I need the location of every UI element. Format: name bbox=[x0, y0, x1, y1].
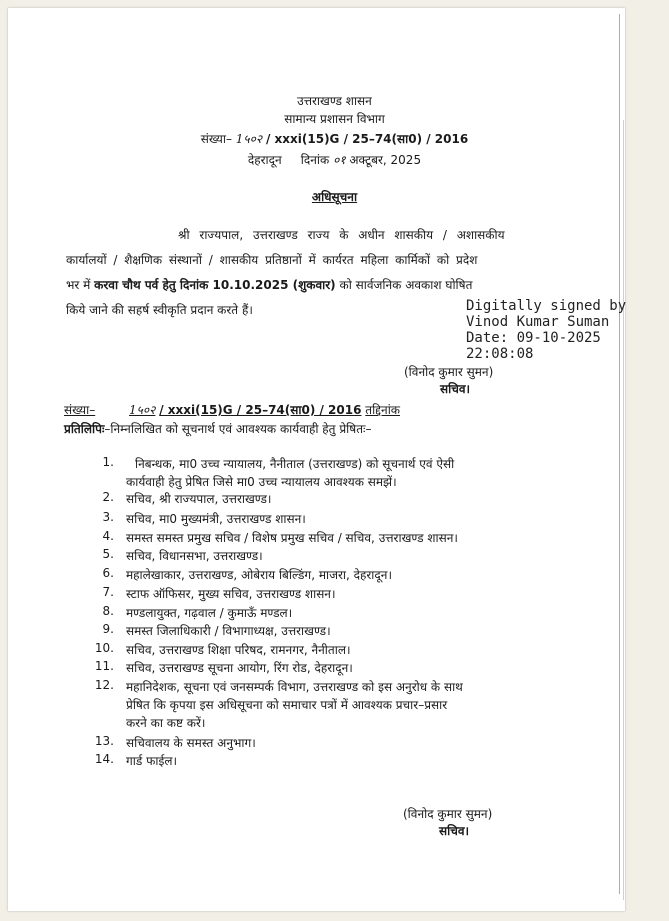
notice-title: अधिसूचना bbox=[311, 190, 358, 204]
date-handwritten: ०१ bbox=[333, 153, 346, 167]
notice-holiday: करवा चौथ पर्व हेतु दिनांक 10.10.2025 (शुकवार) bbox=[94, 278, 336, 292]
list-item: गार्ड फाईल। bbox=[126, 754, 178, 768]
list-item: महालेखाकार, उत्तराखण्ड, ओबेराय बिल्डिंग, माजरा, देहरादून। bbox=[126, 568, 392, 582]
digital-signature-line-4: 22:08:08 bbox=[466, 346, 534, 362]
list-item-number: 8. bbox=[102, 604, 114, 618]
list-item: निबन्धक, मा0 उच्च न्यायालय, नैनीताल (उत्तराखण्ड) को सूचनार्थ एवं ऐसी bbox=[135, 457, 455, 471]
reference-number bbox=[0, 130, 669, 147]
list-item-number: 11. bbox=[94, 659, 114, 673]
place: देहरादून bbox=[247, 153, 282, 167]
list-item: कार्यवाही हेतु प्रेषित जिसे मा0 उच्च न्यायालय आवश्यक समझें। bbox=[126, 475, 397, 489]
ref-suffix: / xxxi(15)G / 25–74(सा0) / 2016 bbox=[265, 132, 469, 146]
signatory-name: (विनोद कुमार सुमन) bbox=[404, 365, 494, 379]
date-suffix: अक्टूबर, 2025 bbox=[349, 153, 422, 167]
list-item-number: 7. bbox=[102, 585, 114, 599]
copy-ref-suffix: / xxxi(15)G / 25–74(सा0) / 2016 bbox=[159, 403, 362, 417]
list-item: मण्डलायुक्त, गढ़वाल / कुमाऊँ मण्डल। bbox=[126, 606, 293, 620]
list-item-number: 9. bbox=[102, 622, 114, 636]
list-item: सचिव, उत्तराखण्ड शिक्षा परिषद, रामनगर, नैनीताल। bbox=[126, 643, 351, 657]
govt-title: उत्तराखण्ड शासन bbox=[297, 94, 372, 108]
list-item: सचिवालय के समस्त अनुभाग। bbox=[126, 736, 256, 750]
signatory-designation: सचिव। bbox=[440, 382, 471, 396]
list-item-number: 5. bbox=[102, 547, 114, 561]
digital-signature-line-2: Vinod Kumar Suman bbox=[466, 314, 610, 330]
page-edge-line bbox=[623, 120, 624, 900]
notice-line-3b: को सार्वजनिक अवकाश घोषित bbox=[339, 278, 473, 292]
notice-line-3a: भर में bbox=[66, 278, 91, 292]
copy-reference bbox=[64, 401, 400, 418]
list-item: करने का कष्ट करें। bbox=[126, 716, 206, 730]
ref-prefix: संख्या– bbox=[200, 132, 232, 146]
list-item-number: 2. bbox=[102, 490, 114, 504]
list-item: प्रेषित कि कृपया इस अधिसूचना को समाचार पत्रों में आवश्यक प्रचार–प्रसार bbox=[126, 698, 448, 712]
ref-handwritten: 1५०२ bbox=[235, 132, 263, 146]
list-item-number: 3. bbox=[102, 510, 114, 524]
notice-line-4: किये जाने की सहर्ष स्वीकृति प्रदान करते हैं। bbox=[66, 303, 253, 317]
list-item-number: 1. bbox=[102, 455, 114, 469]
copy-intro-text: –निम्नलिखित को सूचनार्थ एवं आवश्यक कार्यवाही हेतु प्रेषितः– bbox=[104, 422, 372, 436]
notice-line-2: कार्यालयों / शैक्षणिक संस्थानों / शासकीय प्रतिष्ठानों में कार्यरत महिला कार्मिकों को प्रदेश bbox=[66, 253, 478, 267]
copy-intro bbox=[64, 420, 371, 437]
list-item: महानिदेशक, सूचना एवं जनसम्पर्क विभाग, उत्तराखण्ड को इस अनुरोध के साथ bbox=[126, 680, 463, 694]
list-item: सचिव, उत्तराखण्ड सूचना आयोग, रिंग रोड, देहरादून। bbox=[126, 661, 353, 675]
list-item-number: 4. bbox=[102, 529, 114, 543]
date-prefix: दिनांक bbox=[300, 153, 330, 167]
list-item: स्टाफ ऑफिसर, मुख्य सचिव, उत्तराखण्ड शासन। bbox=[126, 587, 336, 601]
list-item: समस्त समस्त प्रमुख सचिव / विशेष प्रमुख सचिव / सचिव, उत्तराखण्ड शासन। bbox=[126, 531, 458, 545]
notice-line-3 bbox=[66, 276, 472, 293]
place-date bbox=[0, 151, 669, 168]
list-item: सचिव, मा0 मुख्यमंत्री, उत्तराखण्ड शासन। bbox=[126, 512, 306, 526]
copy-ref-prefix: संख्या– bbox=[64, 403, 96, 417]
copy-intro-label: प्रतिलिपिः bbox=[64, 422, 105, 436]
digital-signature-line-1: Digitally signed by bbox=[466, 298, 627, 314]
list-item-number: 6. bbox=[102, 566, 114, 580]
dept-title: सामान्य प्रशासन विभाग bbox=[284, 112, 385, 126]
signatory-designation-bottom: सचिव। bbox=[439, 824, 470, 838]
list-item: सचिव, विधानसभा, उत्तराखण्ड। bbox=[126, 549, 263, 563]
digital-signature-line-3: Date: 09-10-2025 bbox=[466, 330, 601, 346]
list-item-number: 14. bbox=[94, 752, 114, 766]
copy-ref-handwritten: 1५०२ bbox=[129, 403, 156, 417]
list-item-number: 10. bbox=[94, 641, 114, 655]
list-item: समस्त जिलाधिकारी / विभागाध्यक्ष, उत्तराखण्ड। bbox=[126, 624, 331, 638]
list-item-number: 12. bbox=[94, 678, 114, 692]
notice-line-1: श्री राज्यपाल, उत्तराखण्ड राज्य के अधीन शासकीय / अशासकीय bbox=[178, 228, 505, 242]
list-item-number: 13. bbox=[94, 734, 114, 748]
copy-ref-tail: तद्दिनांक bbox=[365, 403, 401, 417]
signatory-name-bottom: (विनोद कुमार सुमन) bbox=[403, 807, 493, 821]
list-item: सचिव, श्री राज्यपाल, उत्तराखण्ड। bbox=[126, 492, 272, 506]
